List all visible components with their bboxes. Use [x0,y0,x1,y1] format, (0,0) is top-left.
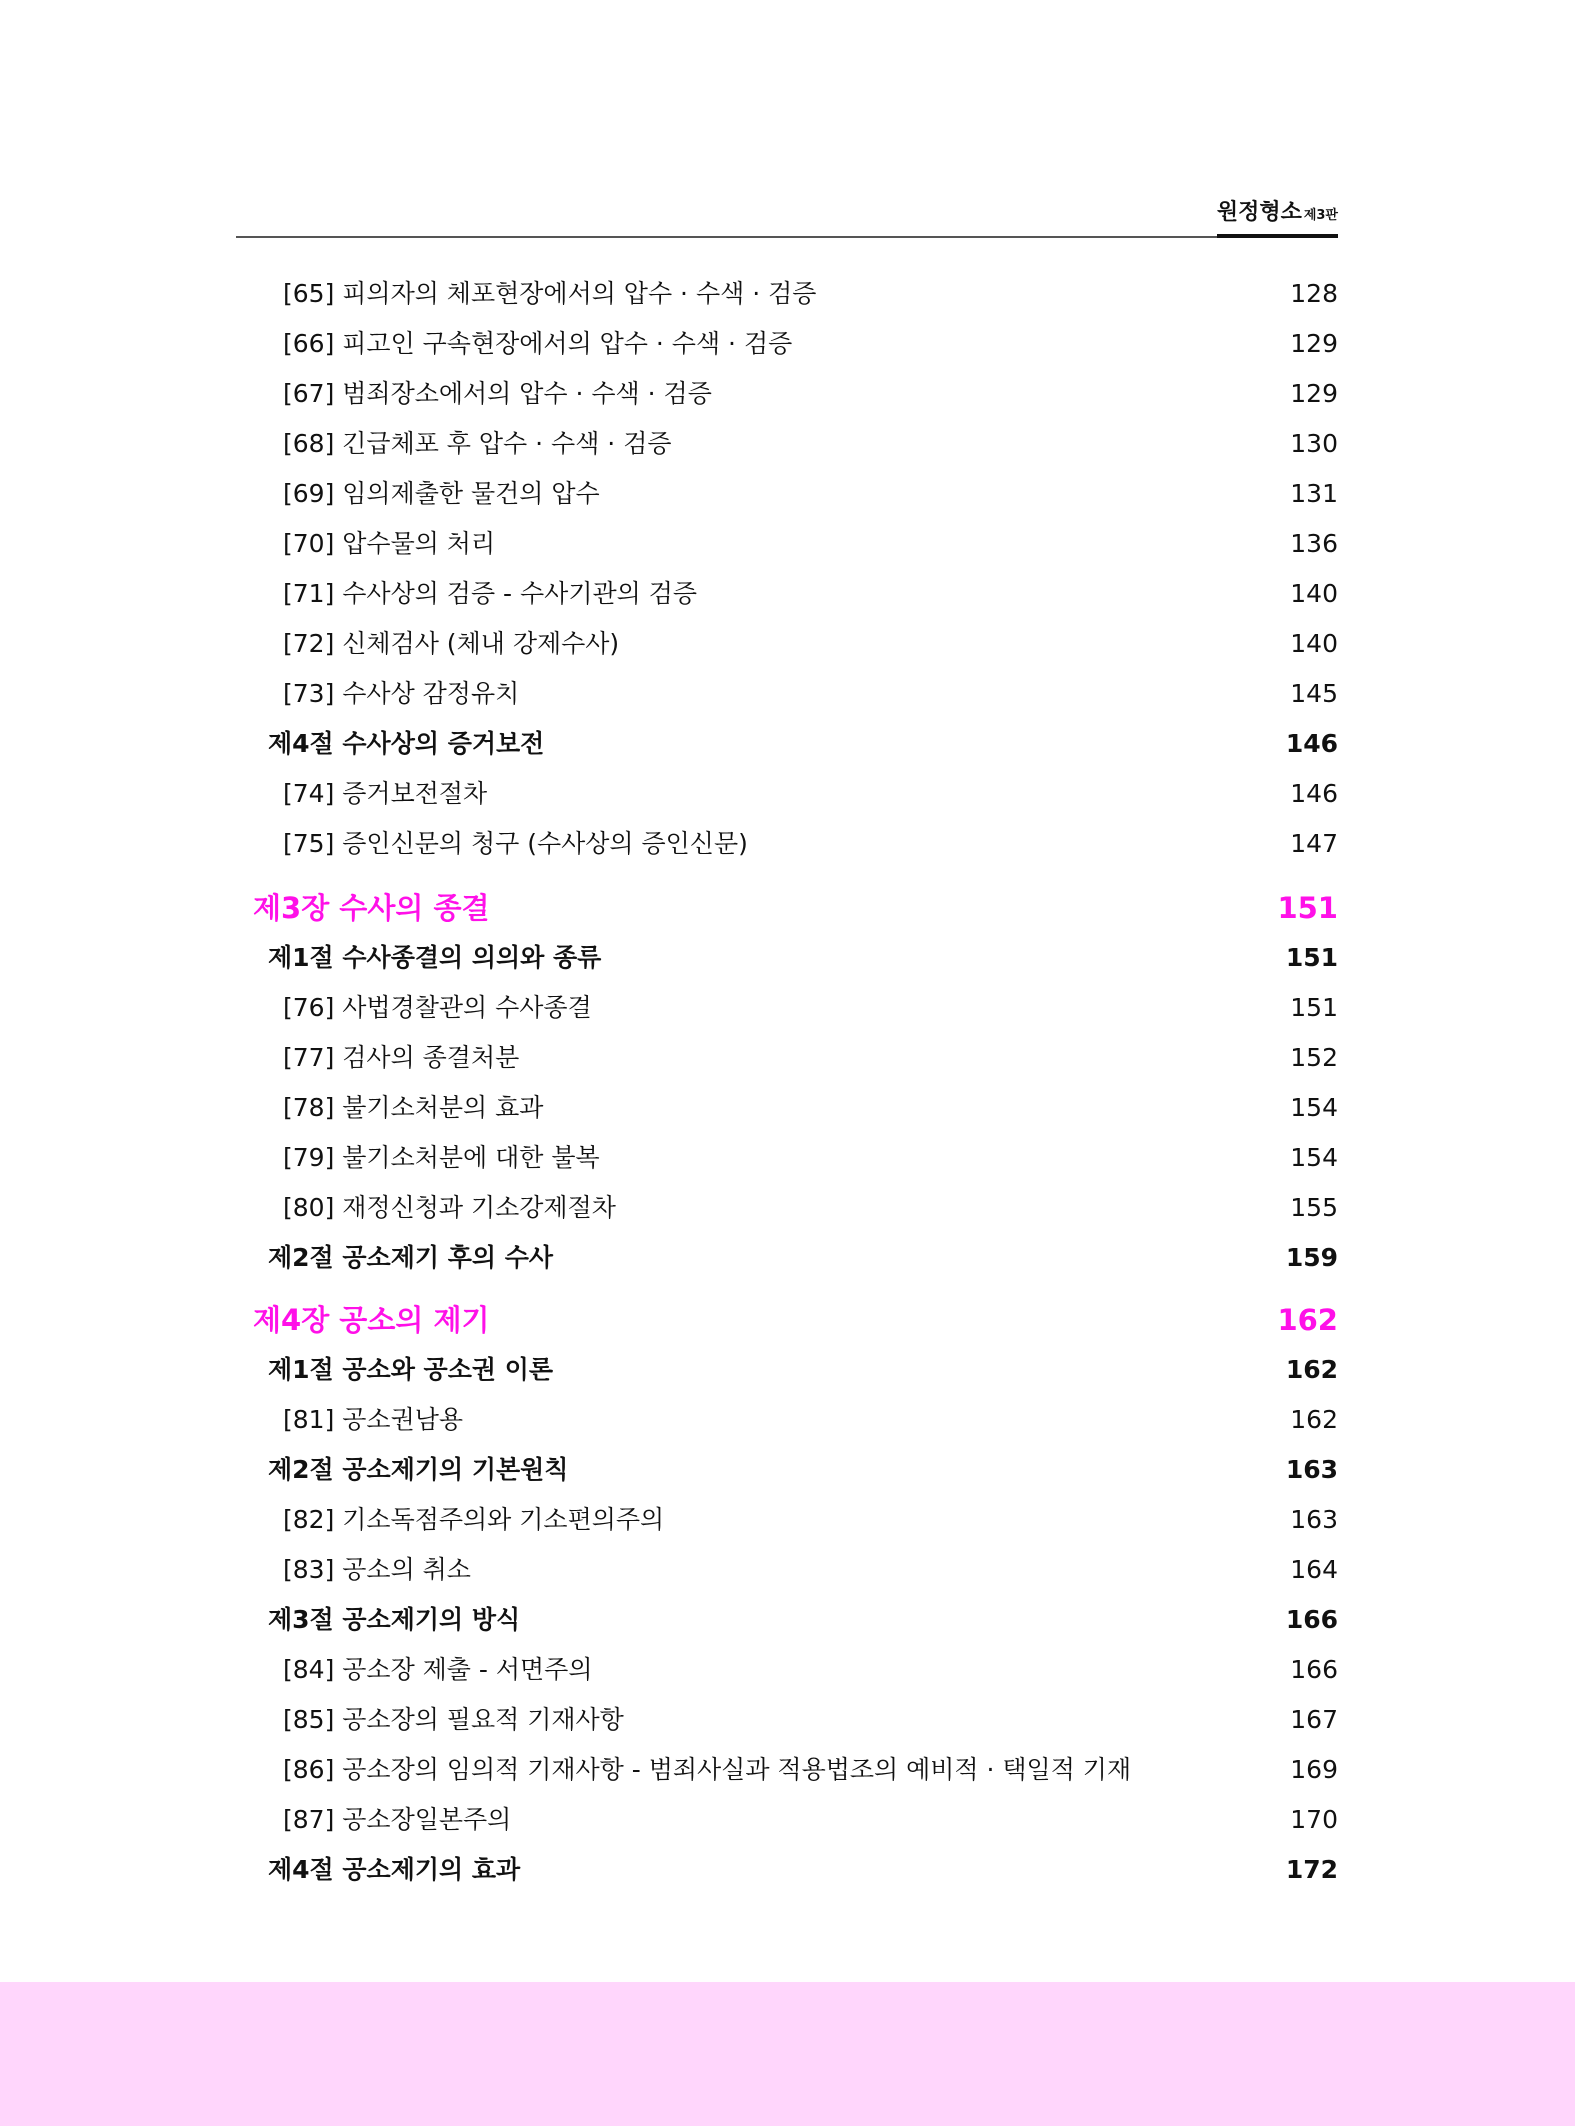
toc-page-number: 151 [1285,943,1338,972]
toc-item-row [236,1138,1338,1178]
toc-section-row [236,1450,1338,1490]
toc-item-row [236,1188,1338,1228]
toc-page-number: 129 [1290,329,1338,358]
toc-item-title: [83] 공소의 취소 [283,1555,471,1584]
toc-item-row [236,1088,1338,1128]
toc-page-number: 136 [1290,529,1338,558]
toc-chapter-row [236,1300,1338,1340]
toc-item-title: [70] 압수물의 처리 [283,529,496,558]
toc-page-number: 152 [1290,1043,1338,1072]
toc-item-title: [80] 재정신청과 기소강제절차 [283,1193,616,1222]
toc-page-number: 131 [1290,479,1338,508]
toc-page-number: 146 [1285,729,1338,758]
toc-page-number: 162 [1277,1303,1338,1337]
toc-page-number: 159 [1285,1243,1338,1272]
running-header [236,190,1338,238]
toc-page-number: 128 [1290,279,1338,308]
toc-item-row [236,674,1338,714]
toc-page-number: 167 [1290,1705,1338,1734]
toc-item-title: [66] 피고인 구속현장에서의 압수 · 수색 · 검증 [283,329,793,358]
toc-section-row [236,938,1338,978]
toc-page-number: 129 [1290,379,1338,408]
toc-page-number: 146 [1290,779,1338,808]
toc-page-number: 162 [1290,1405,1338,1434]
toc-page-number: 147 [1290,829,1338,858]
toc-item-title: [77] 검사의 종결처분 [283,1043,520,1072]
toc-item-title: [81] 공소권남용 [283,1405,464,1434]
toc-page-number: 130 [1290,429,1338,458]
toc-item-row [236,1650,1338,1690]
toc-item-title: [82] 기소독점주의와 기소편의주의 [283,1505,665,1534]
toc-item-row [236,524,1338,564]
toc-item-row [236,374,1338,414]
toc-item-row [236,424,1338,464]
toc-item-row [236,1400,1338,1440]
toc-item-title: [78] 불기소처분의 효과 [283,1093,544,1122]
toc-page-number: 155 [1290,1193,1338,1222]
toc-section-row [236,1350,1338,1390]
toc-item-title: [72] 신체검사 (체내 강제수사) [283,629,620,658]
toc-item-row [236,824,1338,864]
toc-item-title: [73] 수사상 감정유치 [283,679,520,708]
toc-item-row [236,624,1338,664]
toc-section-title: 제2절 공소제기 후의 수사 [268,1243,554,1272]
toc-item-title: [79] 불기소처분에 대한 불복 [283,1143,600,1172]
toc-page-number: 151 [1277,891,1338,925]
edition-label: 제3판 [1303,208,1338,223]
toc-section-title: 제2절 공소제기의 기본원칙 [268,1455,569,1484]
toc-section-title: 제4절 공소제기의 효과 [268,1855,521,1884]
toc-section-row [236,1600,1338,1640]
book-title [1217,200,1338,238]
toc-section-row [236,1850,1338,1890]
toc-chapter-title: 제4장 공소의 제기 [253,1303,490,1337]
toc-item-row [236,1750,1338,1790]
toc-item-row [236,1038,1338,1078]
toc-section-row [236,724,1338,764]
toc-page-number: 164 [1290,1555,1338,1584]
toc-section-title: 제1절 공소와 공소권 이론 [268,1355,554,1384]
toc-page-number: 154 [1290,1093,1338,1122]
toc-page-number: 166 [1290,1655,1338,1684]
toc-item-row [236,474,1338,514]
toc-section-title: 제3절 공소제기의 방식 [268,1605,521,1634]
toc-page-number: 170 [1290,1805,1338,1834]
toc-item-title: [69] 임의제출한 물건의 압수 [283,479,600,508]
toc-section-row [236,1238,1338,1278]
toc-item-row [236,774,1338,814]
toc-item-title: [74] 증거보전절차 [283,779,488,808]
toc-page-number: 151 [1290,993,1338,1022]
toc-page-number: 169 [1290,1755,1338,1784]
toc-section-title: 제4절 수사상의 증거보전 [268,729,545,758]
toc-item-title: [87] 공소장일본주의 [283,1805,512,1834]
toc-item-row [236,324,1338,364]
toc-item-title: [68] 긴급체포 후 압수 · 수색 · 검증 [283,429,672,458]
toc-section-title: 제1절 수사종결의 의의와 종류 [268,943,602,972]
toc-item-row [236,1700,1338,1740]
toc-item-row [236,574,1338,614]
toc-page-number: 140 [1290,629,1338,658]
toc-item-title: [67] 범죄장소에서의 압수 · 수색 · 검증 [283,379,712,408]
toc-item-title: [65] 피의자의 체포현장에서의 압수 · 수색 · 검증 [283,279,817,308]
toc-page-number: 166 [1285,1605,1338,1634]
toc-item-row [236,988,1338,1028]
toc-page-number: 162 [1285,1355,1338,1384]
book-title-text: 원정형소 [1216,200,1302,225]
toc-item-row [236,1800,1338,1840]
toc-page-number: 154 [1290,1143,1338,1172]
toc-page-number: 163 [1290,1505,1338,1534]
toc-item-row [236,1500,1338,1540]
toc-page-number: 172 [1285,1855,1338,1884]
toc-item-row [236,274,1338,314]
toc-item-title: [71] 수사상의 검증 - 수사기관의 검증 [283,579,698,608]
footer-band [0,1982,1575,2126]
toc-chapter-title: 제3장 수사의 종결 [253,891,490,925]
toc-page-number: 140 [1290,579,1338,608]
toc-page-number: 163 [1285,1455,1338,1484]
toc-item-title: [75] 증인신문의 청구 (수사상의 증인신문) [283,829,748,858]
toc-chapter-row [236,888,1338,928]
toc-item-title: [76] 사법경찰관의 수사종결 [283,993,592,1022]
toc-item-title: [84] 공소장 제출 - 서면주의 [283,1655,593,1684]
toc-item-title: [86] 공소장의 임의적 기재사항 - 범죄사실과 적용법조의 예비적 · 택일적 기재 [283,1755,1132,1784]
toc-page-number: 145 [1290,679,1338,708]
toc-item-title: [85] 공소장의 필요적 기재사항 [283,1705,624,1734]
toc-item-row [236,1550,1338,1590]
